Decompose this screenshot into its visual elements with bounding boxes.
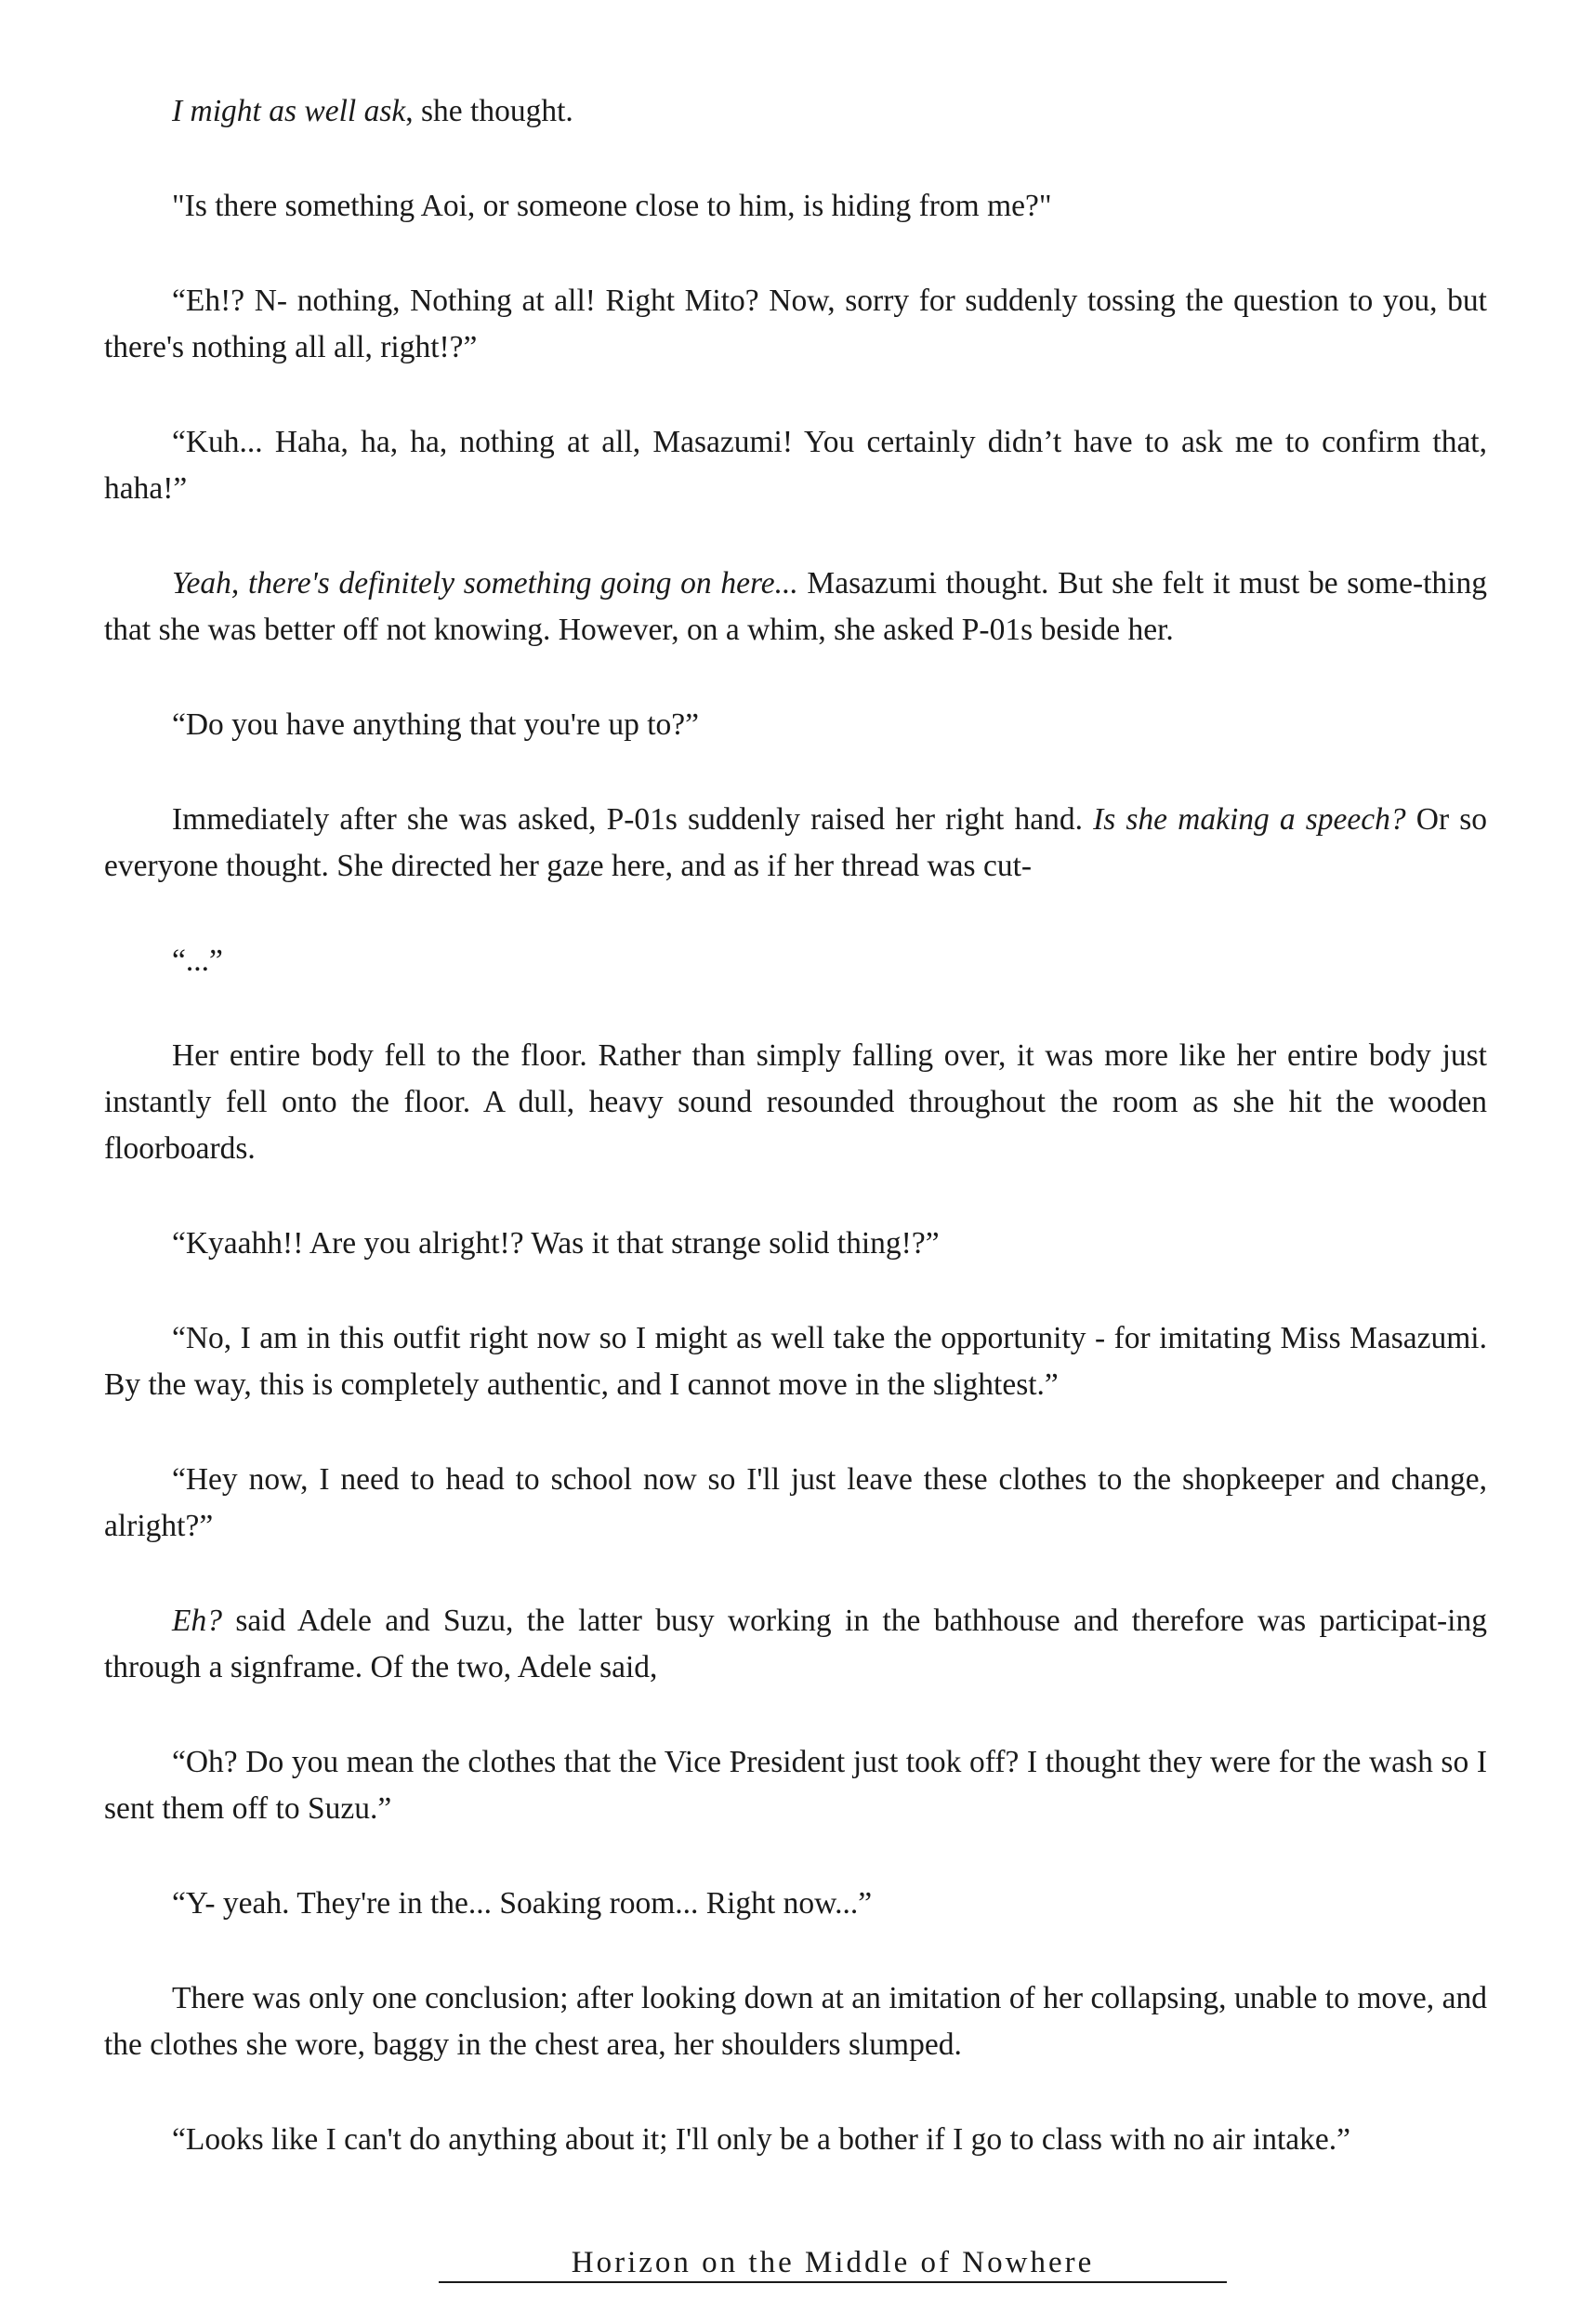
paragraph xyxy=(104,2117,1487,2163)
paragraph xyxy=(104,1739,1487,1832)
page-footer xyxy=(439,2240,1227,2292)
italic-text: Is she making a speech? xyxy=(1093,802,1406,837)
text-run: Immediately after she was asked, P-01s suddenly raised her right hand. xyxy=(172,802,1094,837)
text-run: Masazumi thought. But she felt it must be some-thing that she was better off not knowing. However, on a whim, she asked P-01s beside her. xyxy=(104,566,1487,647)
text-run: “Hey now, I need to head to school now so I'll just leave these clothes to the shopkeeper and change, alright?” xyxy=(104,1462,1487,1543)
text-run: “Kyaahh!! Are you alright!? Was it that strange solid thing!?” xyxy=(172,1226,940,1261)
text-run: “Looks like I can't do anything about it; I'll only be a bother if I go to class with no air intake.” xyxy=(172,2122,1351,2157)
paragraph xyxy=(104,938,1487,984)
text-run: “Kuh... Haha, ha, ha, nothing at all, Masazumi! You certainly didn’t have to ask me to confirm that, haha!” xyxy=(104,425,1487,506)
page-body xyxy=(104,88,1487,2212)
italic-text: Yeah, there's definitely something going on here... xyxy=(172,566,798,601)
paragraph xyxy=(104,1598,1487,1691)
paragraph xyxy=(104,278,1487,371)
text-run: Or so everyone thought. She directed her gaze here, and as if her thread was cut- xyxy=(104,802,1487,883)
text-run: “Y- yeah. They're in the... Soaking room... Right now...” xyxy=(172,1886,873,1921)
paragraph xyxy=(104,561,1487,654)
paragraph xyxy=(104,88,1487,135)
paragraph xyxy=(104,1881,1487,1927)
paragraph xyxy=(104,183,1487,230)
paragraph xyxy=(104,1221,1487,1267)
footer-rule xyxy=(439,2281,1227,2283)
paragraph xyxy=(104,1457,1487,1550)
text-run: “Do you have anything that you're up to?” xyxy=(172,707,699,742)
text-run: “Oh? Do you mean the clothes that the Vice President just took off? I thought they were for the wash so I sent them off to Suzu.” xyxy=(104,1745,1487,1826)
text-run: “No, I am in this outfit right now so I might as well take the opportunity - for imitating Miss Masazumi. By the way, this is completely authentic, and I cannot move in the slightest.” xyxy=(104,1321,1487,1402)
italic-text: Eh? xyxy=(172,1604,222,1638)
text-run: , she thought. xyxy=(405,94,573,128)
text-run: Her entire body fell to the floor. Rather than simply falling over, it was more like her entire body just instantly fell onto the floor. A dull, heavy sound resounded throughout the room as she hit the wooden floorboards. xyxy=(104,1038,1487,1166)
paragraph xyxy=(104,1033,1487,1172)
paragraph xyxy=(104,797,1487,890)
text-run: "Is there something Aoi, or someone close to him, is hiding from me?" xyxy=(172,189,1052,223)
italic-text: I might as well ask xyxy=(172,94,406,128)
paragraph xyxy=(104,702,1487,748)
text-run: There was only one conclusion; after looking down at an imitation of her collapsing, unable to move, and the clothes she wore, baggy in the chest area, her shoulders slumped. xyxy=(104,1981,1487,2062)
footer-title xyxy=(439,2244,1227,2281)
paragraph xyxy=(104,1975,1487,2068)
text-run: said Adele and Suzu, the latter busy working in the bathhouse and therefore was participat-ing through a signframe. Of the two, Adele said, xyxy=(104,1604,1487,1684)
text-run: “Eh!? N- nothing, Nothing at all! Right Mito? Now, sorry for suddenly tossing the question to you, but there's nothing all all, right!?” xyxy=(104,284,1487,364)
text-run: “...” xyxy=(172,944,223,978)
paragraph xyxy=(104,1315,1487,1408)
footer-title-text: Horizon on the Middle of Nowhere xyxy=(559,2246,1107,2279)
paragraph xyxy=(104,419,1487,512)
